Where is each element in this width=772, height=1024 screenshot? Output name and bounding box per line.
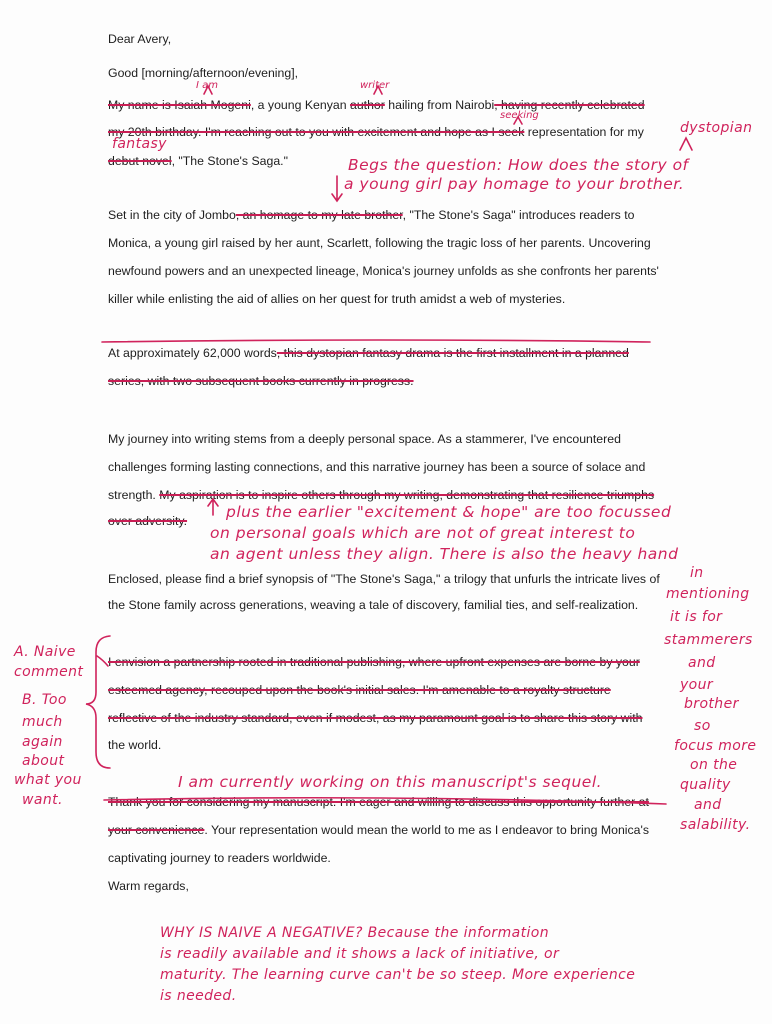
annotation-left-margin-6: about	[22, 753, 65, 769]
annotation-right-margin-5: and	[688, 655, 716, 671]
text: . Your representation would mean the world to me as I endeavor to bring Monica's	[204, 823, 649, 837]
caret-seeking	[514, 117, 522, 124]
struck-text: I envision a partnership rooted in traditional publishing, where upfront expenses are borne by your	[108, 655, 640, 669]
text: representation for my	[524, 125, 644, 139]
annotation-seeking: seeking	[500, 110, 539, 121]
struck-text: , an homage to my late brother	[235, 208, 403, 222]
struck-text: my 20th birthday. I'm reaching out to you with excitement and hope as I seek	[108, 125, 525, 139]
annotation-right-margin-11: quality	[680, 777, 731, 793]
annotation-begs-question-1: Begs the question: How does the story of	[348, 156, 689, 174]
arrow-begs-question	[332, 176, 342, 201]
text: , a young Kenyan	[250, 98, 350, 112]
annotation-left-margin-1: A. Naive	[14, 644, 76, 660]
text: hailing from Nairobi	[384, 98, 495, 112]
p5-line-2: the Stone family across generations, weaving a tale of discovery, familial ties, and self-realization.	[108, 598, 639, 612]
p4-line-2: challenges forming lasting connections, and this narrative journey has been a source of solace and	[108, 460, 646, 474]
annotation-bottom-4: is needed.	[160, 988, 237, 1004]
p4-line-1: My journey into writing stems from a deeply personal space. As a stammerer, I've encountered	[108, 432, 621, 446]
caret-dystopian	[680, 138, 692, 150]
p2-line-4: killer while enlisting the aid of allies on her quest for truth amidst a web of mysteries.	[108, 292, 566, 306]
annotation-bottom-1: WHY IS NAIVE A NEGATIVE? Because the information	[160, 925, 550, 941]
annotation-writer: writer	[360, 80, 390, 91]
p2-line-2: Monica, a young girl raised by her aunt, Scarlett, following the tragic loss of her parents. Uncovering	[108, 236, 651, 250]
annotation-right-margin-7: brother	[684, 696, 739, 712]
underline-p3	[102, 340, 650, 342]
closing: Warm regards,	[108, 879, 189, 893]
struck-text: , this dystopian fantasy drama is the first installment in a planned	[276, 346, 629, 360]
struck-text: over adversity.	[108, 514, 188, 528]
struck-text: My aspiration is to inspire others through my writing, demonstrating that resilience triumphs	[159, 488, 655, 502]
annotation-right-margin-6: your	[680, 677, 714, 693]
annotation-left-margin-4: much	[22, 714, 63, 730]
struck-text: debut novel	[108, 154, 172, 168]
p6-line-4: the world.	[108, 738, 162, 752]
p7-line-3: captivating journey to readers worldwide.	[108, 851, 331, 865]
annotation-right-margin-1: in	[690, 565, 704, 581]
annotation-fantasy: fantasy	[112, 136, 167, 152]
caret-writer	[374, 86, 382, 94]
annotation-right-margin-4: stammerers	[664, 632, 753, 648]
annotation-plus-2: on personal goals which are not of great interest to	[210, 524, 636, 542]
annotation-right-margin-12: and	[694, 797, 722, 813]
bracket-arrow	[97, 656, 108, 666]
underline-sequel	[104, 798, 666, 804]
annotation-bottom-2: is readily available and it shows a lack of initiative, or	[160, 946, 560, 962]
struck-text: your convenience	[108, 823, 205, 837]
annotation-plus-3: an agent unless they align. There is also the heavy hand	[210, 545, 679, 563]
struck-text: , having recently celebrated	[494, 98, 645, 112]
annotation-left-margin-8: want.	[22, 792, 63, 808]
greeting: Good [morning/afternoon/evening],	[108, 66, 299, 80]
struck-text: My name is Isaiah Mogeni	[108, 98, 251, 112]
text: strength.	[108, 488, 160, 502]
annotation-plus-1: plus the earlier "excitement & hope" are too focussed	[226, 503, 672, 521]
annotation-i-am: I am	[196, 80, 218, 91]
annotation-left-margin-5: again	[22, 734, 63, 750]
text: , "The Stone's Saga" introduces readers to	[402, 208, 635, 222]
annotation-sequel: I am currently working on this manuscript's sequel.	[178, 773, 603, 791]
annotation-right-margin-8: so	[694, 718, 711, 734]
annotation-right-margin-9: focus more	[674, 738, 757, 754]
annotation-left-margin-2: comment	[14, 664, 84, 680]
annotation-begs-question-2: a young girl pay homage to your brother.	[344, 175, 685, 193]
arrow-plus-earlier	[208, 499, 218, 515]
struck-text: author	[349, 98, 385, 112]
struck-text: series, with two subsequent books currently in progress.	[108, 374, 414, 388]
annotation-right-margin-3: it is for	[670, 609, 723, 625]
struck-text: reflective of the industry standard, even if modest, as my paramount goal is to share this story with	[108, 711, 643, 725]
annotation-left-margin-7: what you	[14, 772, 82, 788]
annotation-right-margin-13: salability.	[680, 817, 751, 833]
p2-line-3: newfound powers and an unexpected lineage, Monica's journey unfolds as she confronts her parents'	[108, 264, 659, 278]
annotation-right-margin-10: on the	[690, 757, 738, 773]
struck-text: Thank you for considering my manuscript. I'm eager and willing to discuss this opportunity further at	[108, 795, 649, 809]
text: Set in the city of Jombo	[108, 208, 236, 222]
struck-text: esteemed agency, recouped upon the book's initial sales. I'm amenable to a royalty structure	[108, 683, 611, 697]
annotation-left-margin-3: B. Too	[22, 692, 67, 708]
caret-i-am	[204, 86, 212, 94]
annotation-right-margin-2: mentioning	[666, 586, 750, 602]
text: At approximately 62,000 words	[108, 346, 277, 360]
annotation-bottom-3: maturity. The learning curve can't be so steep. More experience	[160, 967, 636, 983]
text: , "The Stone's Saga."	[171, 154, 288, 168]
p5-line-1: Enclosed, please find a brief synopsis of "The Stone's Saga," a trilogy that unfurls the intricate lives of	[108, 572, 660, 586]
annotation-dystopian: dystopian	[680, 120, 753, 136]
salutation: Dear Avery,	[108, 32, 172, 46]
